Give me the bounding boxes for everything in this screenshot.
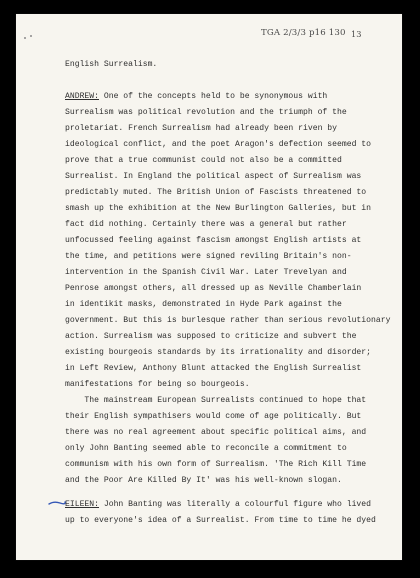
line-text: manifestations for being so bourgeois. xyxy=(65,380,250,389)
page-number: 13 xyxy=(351,29,362,39)
line-text: up to everyone's idea of a Surrealist. From time to time he dyed xyxy=(65,516,376,525)
text-line xyxy=(65,332,356,341)
line-text: in identikit masks, demonstrated in Hyde Park against the xyxy=(65,300,342,309)
line-text: unfocussed feeling against fascism amongst English artists at xyxy=(65,236,362,245)
line-text: their English sympathisers would come of age politically. But xyxy=(65,412,362,421)
line-text: John Banting was literally a colourful figure who lived xyxy=(103,500,371,509)
line-text: there was no real agreement about specific political aims, and xyxy=(65,428,367,437)
text-line xyxy=(65,412,361,421)
document-title: English Surrealism. xyxy=(65,60,158,69)
line-text: and the Poor Are Killed By It' was his well-known slogan. xyxy=(65,476,342,485)
speaker-label: ANDREW: xyxy=(65,92,99,101)
text-line xyxy=(65,284,361,293)
line-text: action. Surrealism was supposed to criticize and subvert the xyxy=(65,332,357,341)
line-text: The mainstream European Surrealists continued to hope that xyxy=(65,396,367,405)
line-text: ideological conflict, and the poet Aragon's defection seemed to xyxy=(65,140,371,149)
text-line xyxy=(65,172,361,181)
line-text: Surrealism was political revolution and the triumph of the xyxy=(65,108,347,117)
speaker-label: EILEEN: xyxy=(65,500,99,509)
text-line xyxy=(65,500,371,509)
line-text: in Left Review, Anthony Blunt attacked the English Surrealist xyxy=(65,364,362,373)
line-text: only John Banting seemed able to reconcile a commitment to xyxy=(65,444,347,453)
text-line xyxy=(65,348,371,357)
line-text: Surrealist. In England the political aspect of Surrealism was xyxy=(65,172,362,181)
text-line xyxy=(65,188,366,197)
text-line xyxy=(65,300,342,309)
line-text: predictably muted. The British Union of Fascists threatened to xyxy=(65,188,367,197)
text-line xyxy=(65,204,371,213)
line-text: smash up the exhibition at the New Burlington Galleries, but in xyxy=(65,204,371,213)
text-line xyxy=(65,364,361,373)
text-line xyxy=(65,92,327,101)
archive-reference: TGA 2/3/3 p16 130 xyxy=(261,28,346,38)
line-text: communism with his own form of Surrealism. 'The Rich Kill Time xyxy=(65,460,367,469)
scan-mark xyxy=(24,37,26,39)
line-text: One of the concepts held to be synonymous with xyxy=(103,92,328,101)
text-line xyxy=(65,460,366,469)
blue-pen-mark-icon xyxy=(48,500,66,506)
scan-mark xyxy=(30,35,32,37)
line-text: existing bourgeois standards by its irrationality and disorder; xyxy=(65,348,371,357)
text-line xyxy=(65,220,347,229)
text-line xyxy=(65,396,366,405)
text-line xyxy=(65,156,342,165)
text-line xyxy=(65,516,376,525)
line-text: the time, and petitions were signed reviling Britain's non- xyxy=(65,252,352,261)
text-line xyxy=(65,124,337,133)
text-line xyxy=(65,444,347,453)
text-line xyxy=(65,268,347,277)
line-text: proletariat. French Surrealism had already been riven by xyxy=(65,124,337,133)
text-line xyxy=(65,428,366,437)
line-text: Penrose amongst others, all dressed up as Neville Chamberlain xyxy=(65,284,362,293)
text-line xyxy=(65,236,361,245)
text-line xyxy=(65,476,342,485)
text-line xyxy=(65,108,347,117)
text-line xyxy=(65,140,371,149)
line-text: fact did nothing. Certainly there was a general but rather xyxy=(65,220,347,229)
text-line xyxy=(65,316,390,325)
line-text: intervention in the Spanish Civil War. Later Trevelyan and xyxy=(65,268,347,277)
line-text: government. But this is burlesque rather than serious revolutionary xyxy=(65,316,391,325)
line-text: prove that a true communist could not also be a committed xyxy=(65,156,342,165)
text-line xyxy=(65,380,250,389)
text-line xyxy=(65,252,352,261)
